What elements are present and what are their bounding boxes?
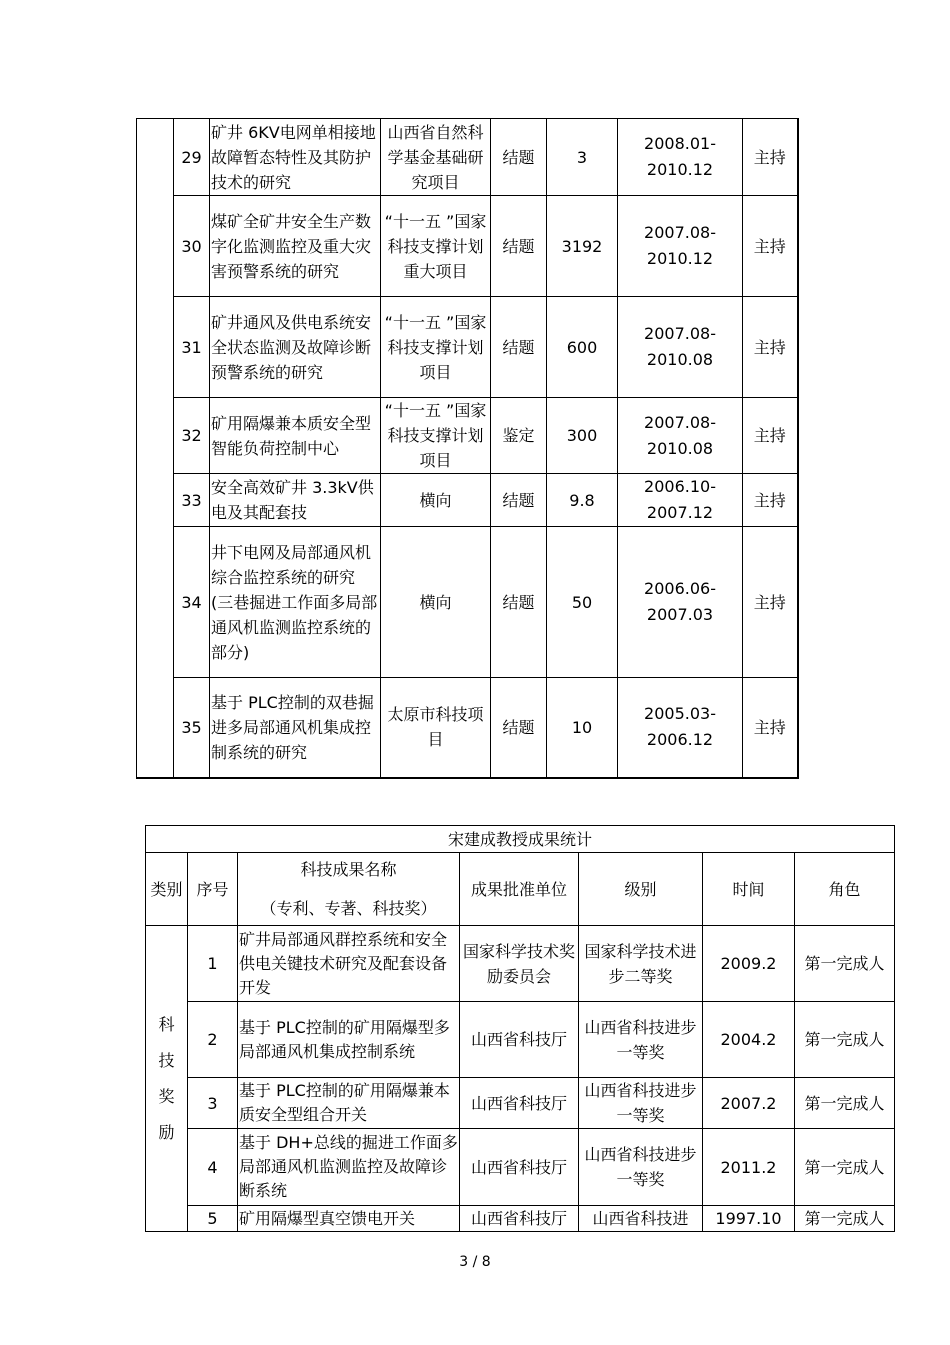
project-amount: 3192: [547, 196, 618, 297]
project-source: “十一五 ”国家科技支撑计划重大项目: [381, 196, 491, 297]
project-name: 矿井 6KV电网单相接地故障暂态特性及其防护技术的研究: [210, 119, 381, 196]
achievement-time: 2004.2: [703, 1002, 795, 1078]
header-name-line1: 科技成果名称: [300, 860, 397, 879]
achievement-unit: 国家科学技术奖励委员会: [460, 926, 579, 1002]
project-period: 2006.06-2007.03: [618, 527, 743, 678]
project-no: 29: [174, 119, 210, 196]
table-row: [137, 678, 798, 778]
achievement-no: 2: [188, 1002, 238, 1078]
achievement-role: 第一完成人: [795, 1078, 895, 1129]
project-no: 31: [174, 297, 210, 398]
table-row: [137, 119, 798, 196]
project-source: “十一五 ”国家科技支撑计划项目: [381, 398, 491, 474]
project-amount: 3: [547, 119, 618, 196]
header-no: 序号: [188, 853, 238, 926]
project-period: 2005.03-2006.12: [618, 678, 743, 778]
project-amount: 300: [547, 398, 618, 474]
project-status: 结题: [491, 474, 547, 527]
achievement-role: 第一完成人: [795, 1129, 895, 1206]
project-role: 主持: [743, 297, 798, 398]
table-row: [137, 398, 798, 474]
project-status: 结题: [491, 297, 547, 398]
project-period: 2007.08-2010.08: [618, 398, 743, 474]
achievement-name: 基于 PLC控制的矿用隔爆兼本质安全型组合开关: [238, 1078, 460, 1129]
project-role: 主持: [743, 398, 798, 474]
category-char: 技: [158, 1050, 175, 1070]
project-status: 结题: [491, 119, 547, 196]
table-title-row: [146, 826, 895, 853]
table-row: [137, 196, 798, 297]
achievement-level: 山西省科技进步一等奖: [579, 1078, 703, 1129]
project-amount: 50: [547, 527, 618, 678]
achievement-level: 国家科学技术进步二等奖: [579, 926, 703, 1002]
table-row: [137, 297, 798, 398]
achievement-name: 基于 PLC控制的矿用隔爆型多局部通风机集成控制系统: [238, 1002, 460, 1078]
table-header-row: [146, 853, 895, 926]
table-row: [146, 1206, 895, 1232]
achievement-time: 1997.10: [703, 1206, 795, 1232]
achievement-role: 第一完成人: [795, 926, 895, 1002]
achievements-table: [145, 825, 895, 1232]
achievement-no: 1: [188, 926, 238, 1002]
project-status: 结题: [491, 678, 547, 778]
achievement-unit: 山西省科技厅: [460, 1129, 579, 1206]
category-cell: [137, 119, 174, 778]
header-role: 角色: [795, 853, 895, 926]
category-cell: [146, 926, 188, 1232]
header-time: 时间: [703, 853, 795, 926]
achievement-time: 2007.2: [703, 1078, 795, 1129]
project-name: 矿井通风及供电系统安全状态监测及故障诊断预警系统的研究: [210, 297, 381, 398]
projects-table: [136, 118, 799, 779]
header-name: [238, 853, 460, 926]
table-row: [137, 527, 798, 678]
project-no: 32: [174, 398, 210, 474]
project-period: 2007.08-2010.08: [618, 297, 743, 398]
achievement-role: 第一完成人: [795, 1002, 895, 1078]
achievement-no: 3: [188, 1078, 238, 1129]
project-source: 横向: [381, 527, 491, 678]
category-char: 励: [158, 1122, 175, 1142]
project-name: 矿用隔爆兼本质安全型智能负荷控制中心: [210, 398, 381, 474]
project-no: 35: [174, 678, 210, 778]
achievement-name: 基于 DH+总线的掘进工作面多局部通风机监测监控及故障诊断系统: [238, 1129, 460, 1206]
project-role: 主持: [743, 474, 798, 527]
table-row: [146, 1078, 895, 1129]
project-source: 山西省自然科学基金基础研究项目: [381, 119, 491, 196]
table-title: 宋建成教授成果统计: [146, 826, 895, 853]
project-period: 2008.01-2010.12: [618, 119, 743, 196]
project-name: 基于 PLC控制的双巷掘进多局部通风机集成控制系统的研究: [210, 678, 381, 778]
project-name: 煤矿全矿井安全生产数字化监测监控及重大灾害预警系统的研究: [210, 196, 381, 297]
achievement-level: 山西省科技进步一等奖: [579, 1002, 703, 1078]
project-amount: 9.8: [547, 474, 618, 527]
achievement-no: 5: [188, 1206, 238, 1232]
header-unit: 成果批准单位: [460, 853, 579, 926]
project-no: 33: [174, 474, 210, 527]
header-level: 级别: [579, 853, 703, 926]
project-source: 太原市科技项目: [381, 678, 491, 778]
page-number: 3 / 8: [459, 1254, 491, 1270]
achievement-name: 矿用隔爆型真空馈电开关: [238, 1206, 460, 1232]
project-name: 井下电网及局部通风机综合监控系统的研究 (三巷掘进工作面多局部通风机监测监控系统的部分): [210, 527, 381, 678]
project-amount: 10: [547, 678, 618, 778]
project-no: 34: [174, 527, 210, 678]
project-no: 30: [174, 196, 210, 297]
table-row: [146, 926, 895, 1002]
achievement-name: 矿井局部通风群控系统和安全供电关键技术研究及配套设备开发: [238, 926, 460, 1002]
achievement-no: 4: [188, 1129, 238, 1206]
achievement-unit: 山西省科技厅: [460, 1002, 579, 1078]
table-row: [146, 1129, 895, 1206]
project-amount: 600: [547, 297, 618, 398]
project-role: 主持: [743, 119, 798, 196]
achievement-role: 第一完成人: [795, 1206, 895, 1232]
table-row: [137, 474, 798, 527]
achievement-time: 2011.2: [703, 1129, 795, 1206]
header-name-line2: （专利、专著、科技奖）: [260, 899, 437, 918]
category-char: 奖: [158, 1086, 175, 1106]
achievement-time: 2009.2: [703, 926, 795, 1002]
category-char: 科: [158, 1014, 175, 1034]
project-status: 结题: [491, 527, 547, 678]
project-role: 主持: [743, 527, 798, 678]
project-name: 安全高效矿井 3.3kV供电及其配套技: [210, 474, 381, 527]
project-status: 结题: [491, 196, 547, 297]
project-source: “十一五 ”国家科技支撑计划项目: [381, 297, 491, 398]
achievement-unit: 山西省科技厅: [460, 1078, 579, 1129]
project-role: 主持: [743, 678, 798, 778]
project-role: 主持: [743, 196, 798, 297]
achievement-unit: 山西省科技厅: [460, 1206, 579, 1232]
project-period: 2007.08-2010.12: [618, 196, 743, 297]
achievement-level: 山西省科技进: [579, 1206, 703, 1232]
header-category: 类别: [146, 853, 188, 926]
achievement-level: 山西省科技进步一等奖: [579, 1129, 703, 1206]
project-period: 2006.10-2007.12: [618, 474, 743, 527]
table-row: [146, 1002, 895, 1078]
project-status: 鉴定: [491, 398, 547, 474]
project-source: 横向: [381, 474, 491, 527]
